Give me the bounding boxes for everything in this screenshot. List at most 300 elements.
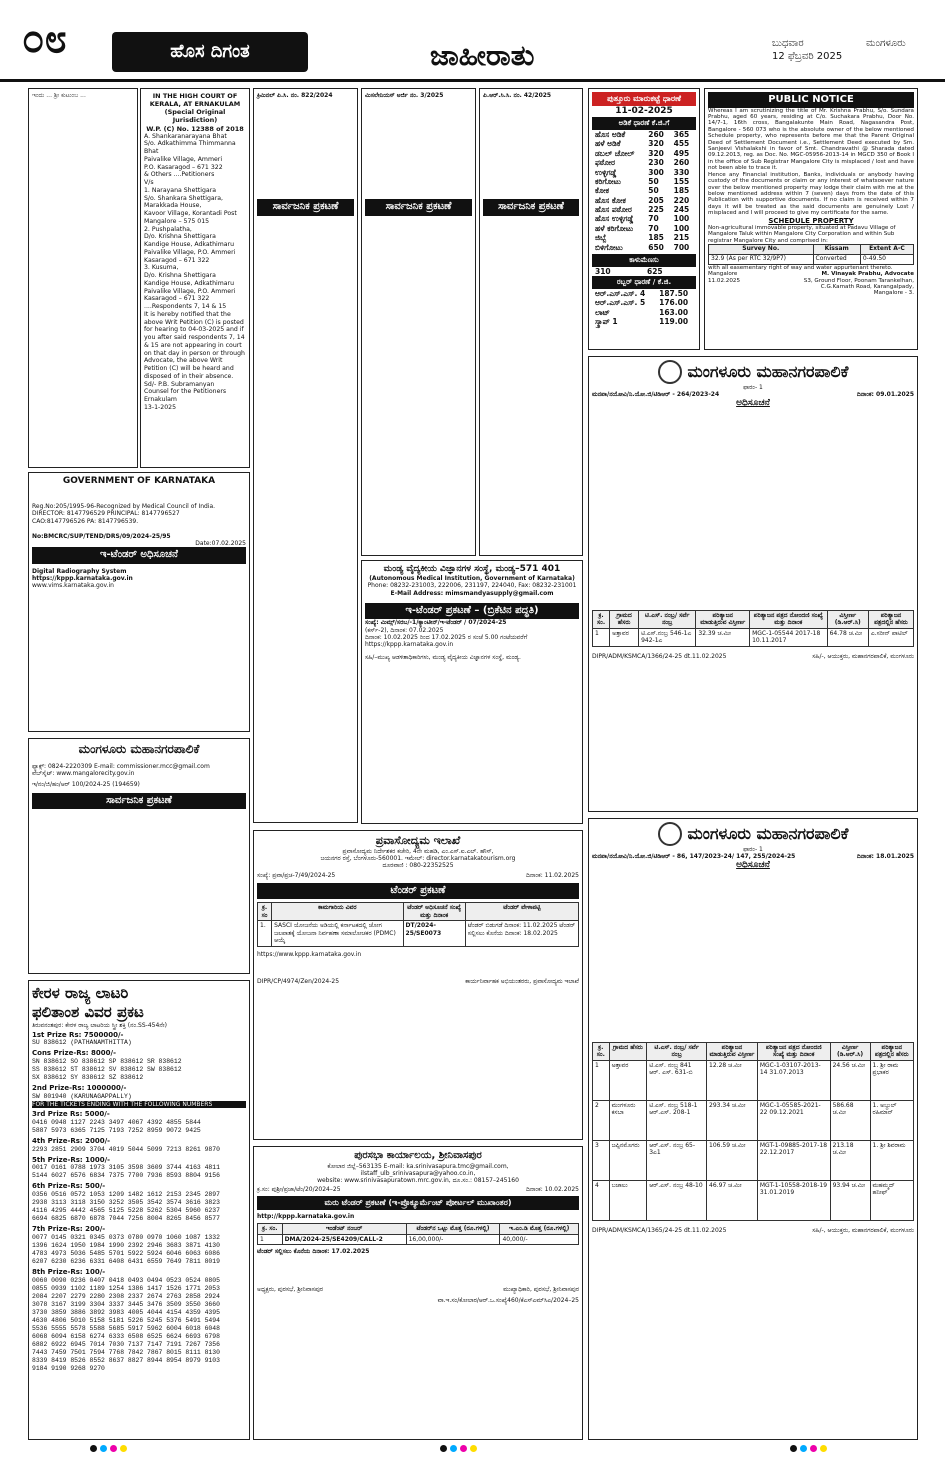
court-notice-3 [361,88,476,556]
court-notice-line: Mangalore – 575 015 [144,217,210,225]
mandya-ref: ಸಂಖ್ಯೆ: ಮಿಮ್ಸ್/ಸರಬ/-1/ಕ್ಯಾಂಟೀನ್/ಇ-ಟೆಂಡರ್ / 07/2024-25 [365,619,507,627]
mcc1-cell: ಟಿ.ಎಸ್.ನಂಬ್ರ 546-1ಎ 942-1ಎ [639,628,696,646]
mcc2-cell: ಜಪ್ಪಿನಮೊಗರು [609,1140,647,1180]
court-notice-line: Kandige House, Adkathimaru [144,279,235,287]
issue-date-text: 12 ಫೆಬ್ರವರಿ 2025 [772,50,843,62]
rate-item: ಉಳ್ಳಿಗಡ್ಡೆ [595,167,617,177]
table-row [592,177,696,186]
mcc2-sign: ಸಹಿ/-, ಆಯುಕ್ತರು, ಮಹಾನಗರಪಾಲಿಕೆ, ಮಂಗಳೂರು [812,1226,914,1234]
court-notice-line: Paivalike Village, Ammeri [144,155,223,163]
lottery-tier-title: 8th Prize-Rs: 100/- [32,1267,106,1276]
tourism-dept: ಪ್ರವಾಸೋದ್ಯಮ ಇಲಾಖೆ [375,834,461,847]
rate-item: ಹೊಸ ಪಠೋರ [595,205,632,214]
lottery-tier-title: 3rd Prize Rs: 5000/- [32,1110,110,1119]
court-notice-line: 2. Pushpalatha, [144,225,192,233]
tourism-addr2: ಜಯನಗರ ರಸ್ತೆ, ಬೆಂಗಳೂರು-560001. ಇಮೇಲ್: director.karnatakatourism.org [320,854,516,862]
tourism-foot-row [257,978,579,985]
rate-item: ಹೊಸ ಉಳ್ಳಿಗಡ್ಡೆ [595,214,634,224]
srinivaspura-col: ಕ್ರ. ಸಂ. [258,1224,283,1235]
rate-min: 225 [648,205,664,214]
tourism-cell: 1. [258,921,272,947]
lottery-row: 6068 6094 6158 6274 6333 6508 6525 6624 6693 6798 [32,1332,220,1340]
mcc1-cell: 1 [593,628,610,646]
section-title: ಜಾಹೀರಾತು [430,39,535,72]
public-notice-body2: Hence any Financial institution, Banks, individuals or anybody having custody of the documents or claim or any interest of whatsoever nature over the below mentioned property may lodge their claim with me at the below mentioned address within 7 (seven) days from the date of this Publication with supportive documents. If no claim is received within 7 days it will be treated as the said documents are genuinely Lost / misplaced and I will proceed to give my certificate for the same. [708,171,914,217]
table-row [709,254,914,264]
lottery-row: 2938 3113 3118 3150 3252 3505 3542 3574 3616 3823 [32,1199,220,1207]
lottery-row: 6694 6825 6870 6878 7044 7256 8004 8265 8456 8577 [32,1215,220,1223]
public-notice [704,88,918,350]
mcc1-form: ಫಾರಂ- 1 [743,384,763,391]
lottery-row: 0416 0948 1127 2243 3497 4067 4392 4855 5844 [32,1118,201,1126]
court-notice-line: Ernakulam [144,396,177,404]
lottery-row: 8339 8419 8526 8552 8637 8827 8944 8954 8979 9103 [32,1356,220,1364]
mcc-small-banner: ಸಾರ್ವಜನಿಕ ಪ್ರಕಟಣೆ [32,793,246,810]
mcc2-cell: 586.68 ಚ.ಮೀ [830,1100,870,1140]
schedule-header [709,244,914,254]
table-row [592,224,696,233]
srinivaspura-web[interactable]: website: www.srinivasapuratown.mrc.gov.in, ದೂ.ಸಂ.: 08157–245160 [317,1176,519,1184]
mcc1-col: ವಿಸ್ತೀರ್ಣ (ಡಿ.ಆರ್.ಸಿ) [827,610,868,628]
lottery-row: 2084 2207 2279 2280 2308 2337 2674 2763 2858 2924 [32,1292,220,1300]
rate-max: 495 [673,148,690,158]
bellary-date: Date:07.02.2025 [195,540,246,547]
table-row [592,196,696,205]
mcc1-col: ಗ್ರಾಮದ ಹೆಸರು [610,610,639,628]
table-row [592,214,696,223]
lottery-note: FOR THE TICKETS ENDING WITH THE FOLLOWING NUMBERS [32,1101,246,1108]
mcc2-cell: 93.94 ಚ.ಮೀ [830,1180,870,1220]
public-notice-sign-row [708,271,914,297]
lottery-row: 0060 0090 0236 0407 0418 0493 0494 0523 0524 0805 [32,1276,220,1284]
lottery-row: 0356 0516 0572 1053 1209 1482 1612 2153 2345 2897 [32,1191,220,1199]
srinivaspura-table-header [258,1224,579,1235]
court-notice-line: & Others ....Petitioners [144,171,215,179]
kerala-lottery [28,980,250,1440]
rubber-table [592,289,696,327]
lottery-row: 0017 0161 0788 1973 3105 3598 3609 3744 4163 4811 [32,1164,220,1172]
mcc1-cell: MGC-1-05544 2017-18 10.11.2017 [750,628,828,646]
tourism-cell: SASCI ಯೋಜನೆಯ ಅಡಿಯಲ್ಲಿ ಕರ್ನಾಟಕದಲ್ಲಿ ಜೋಗ ಜಲಪಾತಕ್ಕೆ ಯೋಜನಾ ನಿರ್ವಹಣಾ ಸಮಾಲೋಚಕರ (PDMC) ಆಯ್ಕೆ [272,921,403,947]
public-notice-place-date [708,271,740,297]
srinivaspura-ref: ಕ್ರ.ಸಂ: ಪುಶ್ರೀ/ಪ್ರಜಾ/ಟೆಂ/20/2024–25 [257,1186,341,1194]
mcc2-cell: ಟಿ.ಎಸ್. ನಂಬ್ರ 518-1 ಆರ್.ಎಸ್. 208-1 [647,1100,707,1140]
srinivaspura-ref-row [257,1186,579,1193]
mcc-notification-2 [588,818,918,1440]
rate-max: 330 [673,167,690,177]
schedule-cell: 0-49.50 [860,254,913,264]
court-notice-line: ....Respondents 7, 14 & 15 [144,303,227,311]
lottery-row: 5536 5555 5578 5588 5685 5917 5962 6004 6018 6048 [32,1324,220,1332]
tourism-col: ಕಾಮಗಾರಿಯ ವಿವರ [272,903,403,921]
public-notice-addr: S3, Ground Floor, Poonam Tarankelhan, C.G.Kamath Road, Karangalpady, Mangalore - 3. [803,277,914,297]
page-header [0,0,945,82]
rubber-item: ಸ್ಕ್ರಾಪ್ 1 [595,316,618,326]
mcc2-table [592,1042,914,1221]
mcc2-col: ಪರಿತ್ಯಾಜನ ಮಾಡುತ್ತಿರುವ ವಿಸ್ತೀರ್ಣ [707,1042,758,1060]
lottery-draw: ತಿರುವನಂತಪುರ: ಕೇರಳ ರಾಜ್ಯ ಲಾಟರಿಯ ಸ್ತ್ರೀ ಶಕ್ತಿ (ನಂ.SS-454ನೇ) [32,1021,167,1029]
rate-max: 100 [673,214,690,224]
court-notice-line: Kandige House, Adkathimaru [144,241,235,249]
court-2-banner: ಸಾರ್ವಜನಿಕ ಪ್ರಕಟಣೆ [257,199,354,216]
mcc1-table-header [593,610,914,628]
srinivaspura-cell: 16,00,000/- [406,1234,500,1245]
mcc2-cell: 106.59 ಚ.ಮೀ [707,1140,758,1180]
court-notice-line: P.O. Kasaragod – 671 322 [144,163,223,171]
rate-item: ಫಠೋರ [595,158,615,168]
market-title: ಪುತ್ತೂರು ಮಾರುಕಟ್ಟೆ ಧಾರಣೆ [592,92,696,106]
masthead-logo: ಹೊಸ ದಿಗಂತ [112,32,308,72]
schedule-col: Kissam [813,244,860,254]
court-notice-line: 13-1-2025 [144,403,177,411]
rubber-rate: 163.00 [659,307,689,317]
bellary-ref: No:BMCRC/SUP/TEND/DRS/09/2024-25/95 [32,532,171,540]
lottery-tier-title: 7th Prize-Rs: 200/- [32,1225,106,1234]
court-notice-line: Counsel for the Petitioners [144,388,227,396]
table-row [593,1140,914,1180]
table-row [592,186,696,195]
court-notice-line: D/o. Krishna Shettigara [144,272,216,280]
table-row [258,1234,579,1245]
mcc2-cell: MGT-1-09885-2017-18 22.12.2017 [757,1140,830,1180]
rubber-rate: 187.50 [659,288,689,298]
table-row [592,298,696,307]
bellary-item: Digital Radiography System [32,567,127,575]
tourism-phone: ದೂರವಾಣಿ : 080-22352525 [382,862,454,870]
mcc1-table [592,610,914,647]
issue-date [772,38,842,63]
rate-min: 320 [648,148,664,158]
table-row [592,308,696,317]
rubber-rate: 176.00 [659,298,689,308]
rubber-item: ಆರ್.ಎಸ್.ಎಸ್. 4 [595,288,646,298]
tourism-cell: ಟೆಂಡರ್ ಬಿಡುಗಡೆ ದಿನಾಂಕ: 11.02.2025 ಟೆಂಡರ್ ಸಲ್ಲಿಸಲು ಕೊನೆಯ ದಿನಾಂಕ: 18.02.2025 [465,921,578,947]
mcc1-name-text: ಮಂಗಳೂರು ಮಹಾನಗರಪಾಲಿಕೆ [687,362,849,381]
rubber-rate: 119.00 [659,316,689,326]
bellary-director: DIRECTOR: 8147796529 PRINCIPAL: 8147796527 [32,510,180,518]
lottery-tier-title: 6th Prize-Rs: 500/- [32,1182,106,1191]
mcc-small-name: ಮಂಗಳೂರು ಮಹಾನಗರಪಾಲಿಕೆ [78,742,200,756]
mcc1-col: ಕ್ರ. ಸಂ. [593,610,610,628]
mcc2-col: ಗ್ರಾಮದ ಹೆಸರು [609,1042,647,1060]
mcc2-heading: ಅಧಿಸೂಚನೆ [736,860,770,871]
schedule-col: Extent A-C [860,244,913,254]
mcc2-cell: MGC-1-03107-2013-14 31.07.2013 [757,1060,830,1100]
mcc1-col: ಪರಿತ್ಯಾಜನ ಮಾಡುತ್ತಿರುವ ವಿಸ್ತೀರ್ಣ [696,610,750,628]
mcc2-name [592,822,914,846]
public-notice-sign: M. Vinayak Prabhu, Advocate [821,271,914,278]
rate-item: ಹಳೆ ಕರಿಗೋಟು [595,223,634,233]
court-notice-line: V/s [144,179,154,187]
court-notice-line: Kasaragod – 671 322 [144,295,210,303]
rate-max: 215 [673,233,690,243]
rate-min: 50 [648,186,659,196]
tourism-table [257,902,579,947]
kali-table [592,267,696,276]
court-notice-line: D/o. Krishna Shettigara [144,233,216,241]
srinivaspura-deadline: ಟೆಂಡರ್ ಸಲ್ಲಿಸಲು ಕೊನೆಯ ದಿನಾಂಕ: 17.02.2025 [257,1248,370,1256]
public-notice-body: Whereas I am scrutinizing the title of Mr. Krishna Prabhu, S/o. Sundara Prabhu, aged 60 years, residing at C/o. Suchakara Prabhu, Door No. 14/7-1, 16th cross, Bangalakunte Main Road, Nagasandra Post, Bangalore - 560 073 who is the absolute owner of the below mentioned Schedule property, who represents before me that the Parent Original Deed of Settlement Document i.e., Settlement Deed executed by Sm. Sanjeevi Vishalakshi in favor of Smt. Chandravathi @ Sharada dated 09.12.2013, reg. as Doc. No. MGC-05956-2013-14 in MGCD 350 of Book I in the office of Sub Registrar Mangalore City is misplaced / lost and have not been able to trace it. [708,107,914,172]
first-prize-number: SU 838612 (PATHANAMTHITTA) [32,1039,132,1047]
mcc-emblem-icon [658,360,682,384]
mcc2-col: ಪರಿತ್ಯಾಜನ ಪತ್ರದಲ್ಲಿನ ಹೆಸರು [870,1042,913,1060]
mcc1-heading: ಅಧಿಸೂಚನೆ [736,398,770,409]
mcc2-cell: 1. ಶ್ರೀ ರಾಮ ಪ್ರಭಾಕರ [870,1060,913,1100]
mcc2-cell: 2 [593,1100,610,1140]
bellary-tender [28,472,250,732]
mcc1-cell: ಎ.ಸರೀನ್ ಪಾಟಿಲ್ [868,628,913,646]
tourism-col: ಕ್ರ. ಸಂ [258,903,272,921]
lottery-row: 6207 6230 6236 6331 6408 6431 6559 7649 7811 8019 [32,1257,220,1265]
court-notice-line: Kasaragod – 671 322 [144,256,210,264]
table-row [592,317,696,326]
tourism-col: ಟೆಂಡರ್ ವೇಳಾಪಟ್ಟಿ [465,903,578,921]
srinivaspura-col: ಇ.ಎಂ.ಡಿ ಮೊತ್ತ (ರೂ.ಗಳಲ್ಲಿ) [500,1224,579,1235]
lottery-title: ಕೇರಳ ರಾಜ್ಯ ಲಾಟರಿ [32,984,129,1002]
lottery-row: 7443 7459 7501 7594 7768 7842 7867 8015 8111 8130 [32,1348,220,1356]
court-notice-line: 1. Narayana Shettigara [144,186,217,194]
srinivaspura-sign-row [257,1286,579,1293]
mcc2-cell: ಅತ್ತಾವರ [609,1060,647,1100]
table-row [592,205,696,214]
mandya-tender [361,560,583,824]
rate-min: 260 [648,130,664,139]
table-row [593,1100,914,1140]
court-notice-line: Sd/- P.B. Subramanyan [144,380,215,388]
rate-max: 455 [673,139,690,149]
mcc2-cell: 293.34 ಚ.ಮೀ [707,1100,758,1140]
mandya-email: E-Mail Address: mimsmandyasupply@gmail.com [390,589,554,597]
kali-label: ಕಾಳುಮೆಣಸು [592,254,696,267]
second-prize-number: SW 801940 (KARUNAGAPPALLY) [32,1092,132,1100]
table-row [592,149,696,158]
lottery-row: 5144 6027 6576 6834 7375 7700 7936 8593 8804 9156 [32,1172,220,1180]
rate-max: 245 [673,205,690,214]
kali-max: 625 [647,266,663,276]
rate-item: ಹೊಸ ಕೋಕ [595,195,626,205]
schedule-col: Survey No. [709,244,814,254]
rubber-item: ಆರ್.ಎಸ್.ಎಸ್. 5 [595,298,646,308]
court-notice-2 [253,88,358,823]
rate-max: 700 [673,242,690,252]
mcc2-table-header [593,1042,914,1060]
mcc2-cell: 46.97 ಚ.ಮೀ [707,1180,758,1220]
mcc2-name-text: ಮಂಗಳೂರು ಮಹಾನಗರಪಾಲಿಕೆ [687,824,849,843]
mcc2-cell: MGC-1-05585-2021-22 09.12.2021 [757,1100,830,1140]
mandya-url[interactable]: https://kppp.karnataka.gov.in [365,640,454,648]
tourism-banner: ಟೆಂಡರ್ ಪ್ರಕಟಣೆ [257,883,579,900]
mcc2-cell: ಮಂಗಳೂರು ಕಸಬಾ [609,1100,647,1140]
table-row [593,1180,914,1220]
mcc2-ref: ಮನಪಾ/ನಯೋವಿ/ನಿ.ಯೋ.ಜಿ/ಟಿಡಿಆರ್ - 86, 147/2023-24/ 147, 255/2024-25 [592,853,796,861]
mcc2-cell: 12.28 ಚ.ಮೀ [707,1060,758,1100]
table-row [258,921,579,947]
tourism-ref-row [257,872,579,879]
rate-min: 70 [648,214,659,224]
mcc1-cell: 64.78 ಚ.ಮೀ [827,628,868,646]
srinivaspura-tender [253,1146,583,1440]
market-subtitle: ಅಡಿಕೆ ಧಾರಣೆ ಕೆ.ಜಿ.ಗೆ [592,117,696,130]
mcc2-col: ವಿಸ್ತೀರ್ಣ (ಡಿ.ಆರ್.ಸಿ) [830,1042,870,1060]
lottery-row: 9184 9190 9268 9270 [32,1364,105,1372]
rate-max: 155 [673,176,690,186]
court-notice-line: A. Shankaranarayana Bhat [144,132,227,140]
table-row [592,243,696,252]
mcc2-col: ಕ್ರ. ಸಂ. [593,1042,610,1060]
lottery-tier-title: 4th Prize-Rs: 2000/- [32,1136,111,1145]
schedule-desc: Non-agricultural immovable property, situated at Padavu Village of Mangalore Taluk within Mangalore City Corporation and within Sub registrar Mangalore City and comprised in: [708,224,896,244]
mcc2-foot-row [592,1227,914,1234]
mandya-phone: Phone: 08232-231003, 222006, 231197, 224040, Fax: 08232-231001 [367,582,577,590]
mcc2-cell: ಮಹಮ್ಮದ್ ಹನೀಫ್ [870,1180,913,1220]
cons-prize-rows [32,1058,246,1082]
court-2-ref: ಕ್ರಿಮಿನಲ್ ಪಿ.ಸಿ. ನಂ. 822/2024 [257,92,333,99]
court-notice-line: It is hereby notified that the above Writ Petition (C) is posted for hearing to 04-03-2025 and if you after said respondents 7, 14 & 15 are not appearing in court on that day in person or through Advocate, the above Writ Petition (C) will be heard and disposed of in their absence. [144,310,245,380]
rubber-label: ರಬ್ಬರ್ ಧಾರಣೆ / ಕೆ.ಜಿ. [592,276,696,289]
mandya-sign: ಸಹಿ/–ಮುಖ್ಯ ಆಡಳಿತಾಧಿಕಾರಿಗಳು, ಮಂಡ್ಯ ವೈದ್ಯಕೀಯ ವಿಜ್ಞಾನಗಳ ಸಂಸ್ಥೆ, ಮಂಡ್ಯ. [365,654,521,662]
srinivaspura-url[interactable]: http://kppp.karnataka.gov.in [257,1213,355,1221]
table-row [592,158,696,167]
court-3-ref: ಮಿಸಲೇನಿಯಸ್ ಅರ್ಜಿ ನಂ. 3/2025 [365,92,444,99]
mcc1-col: ಪರಿತ್ಯಾಜನ ಪತ್ರದಲ್ಲಿನ ಹೆಸರು [868,610,913,628]
lottery-row: 3730 3859 3886 3892 3983 4005 4044 4154 4359 4395 [32,1308,220,1316]
table-row [592,267,696,276]
tourism-url[interactable]: https://www.kppp.karnataka.gov.in [257,950,362,958]
lottery-row: 4630 4806 5010 5158 5181 5226 5245 5376 5491 5494 [32,1316,220,1324]
edition-city: ಮಂಗಳೂರು [866,38,906,49]
court-notice-line: 3. Kusuma, [144,264,179,272]
mcc2-col: ಟಿ.ಎಸ್. ನಂಬ್ರ/ ಸರ್ವೆ ನಂಬ್ರ [647,1042,707,1060]
srinivaspura-addr: ಕೋಲಾರ ಜಿಲ್ಲೆ–563135 E-mail: ka.srinivasapura.tmc@gmail.com, [327,1162,509,1170]
srinivaspura-name: ಪುರಸಭಾ ಕಾರ್ಯಾಲಯ, ಶ್ರೀನಿವಾಸಪುರ [354,1150,482,1161]
mcc2-date: ದಿನಾಂಕ: 18.01.2025 [856,853,914,861]
table-row [592,168,696,177]
rate-max: 100 [673,223,690,233]
tourism-tender [253,830,583,1140]
obituary-notice [28,88,138,468]
bellary-cao: CAO:8147796526 PA: 8147796539. [32,517,139,525]
market-date: 11-02-2025 [615,106,673,116]
court-3-banner: ಸಾರ್ವಜನಿಕ ಪ್ರಕಟಣೆ [365,199,472,216]
rate-item: ಜಿಬ್ಬೆ [595,233,607,243]
public-notice-date: 11.02.2025 [708,277,741,284]
mcc-emblem-icon [658,822,682,846]
lottery-row: 3078 3167 3199 3304 3337 3445 3476 3509 3550 3660 [32,1300,220,1308]
rate-item: ಹೊಸ ಅಡಿಕೆ [595,130,626,139]
srinivaspura-cell: 1 [258,1234,283,1245]
srinivaspura-col: ಇಂಡೆಂಟ್ ನಂಬರ್ [282,1224,406,1235]
schedule-tail: with all easementary right of way and water appurtenant thereto. [708,264,893,271]
lottery-row: 2293 2851 2909 3704 4019 5044 5099 7213 8261 9870 [32,1145,220,1153]
mcc1-sign: ಸಹಿ/-, ಆಯುಕ್ತರು, ಮಹಾನಗರಪಾಲಿಕೆ, ಮಂಗಳೂರು [812,652,914,660]
registration-marks-right [790,1445,850,1453]
table-row [592,130,696,139]
schedule-table [708,244,914,265]
srinivaspura-foot: ವಾ.ಇ.ಸಂ/ಕೋಲಾರ/ಆರ್.ಒ.ಸಂಖ್ಯೆ460/ಕೆಎಸ್‌ಎಮ್‌ಸಿಎ/2024–25 [437,1296,579,1304]
mcc-notice-small [28,738,250,974]
mcc2-body [592,872,914,1042]
rate-max: 185 [673,186,690,196]
mcc-small-web[interactable]: ವೆಬ್‌ಸೈಟ್: www.mangalorecity.gov.in [32,770,135,778]
mcc2-cell: 1. ಅಬ್ದುಲ್ ರಹಿಮಾನ್ [870,1100,913,1140]
court-notice-line: W.P. (C) No. 12388 of 2018 [146,124,244,133]
srinivaspura-cell: DMA/2024-25/SE4209/CALL-2 [282,1234,406,1245]
bellary-banner: ಇ-ಟೆಂಡರ್ ಅಧಿಸೂಚನೆ [32,547,246,564]
mcc2-table-body [593,1060,914,1220]
court-notice [140,88,250,468]
lottery-row: SS 838612 ST 838612 SV 838612 SW 838612 [32,1066,182,1074]
srinivaspura-table [257,1223,579,1245]
mcc-small-phone: ಫ್ಯಾಕ್ಸ್: 0824-2220309 E-mail: commissioner.mcc@gmail.com [32,763,210,770]
bellary-url2[interactable]: www.vims.karnataka.gov.in [32,582,114,590]
rate-item: ಬಿಳಿಗೋಟು [595,242,623,252]
srinivaspura-email2: ilstaff_ulb_srinivasapura@yahoo.co.in, [360,1169,476,1177]
mcc2-cell: ಆರ್.ಎಸ್. ನಂಬ್ರ 65-3ಎ1 [647,1140,707,1180]
court-notice-lines [144,92,246,412]
bellary-url[interactable]: https://kppp.karnataka.gov.in [32,574,133,582]
rate-min: 50 [648,176,659,186]
lottery-row: 0077 0145 0321 0345 0373 0780 0970 1060 1087 1332 [32,1233,220,1241]
schedule-cell: Converted [813,254,860,264]
mcc2-cell: 1. ಶ್ರೀ ಶಿವರಾಮ [870,1140,913,1180]
tourism-addr: ಪ್ರವಾಸೋದ್ಯಮ ನಿರ್ದೇಶಕರ ಕಚೇರಿ, 4ನೇ ಮಹಡಿ, ಎಂ.ಎಸ್.ಐ.ಎಲ್. ಹೌಸ್, [342,847,494,855]
lottery-tier-title: 5th Prize-Rs: 1000/- [32,1155,111,1164]
obituary-text: ಇಂದು ... ಶ್ರೀ ಕುಟುಂಬ ... [32,92,86,99]
mcc1-name [592,360,914,384]
rates-table [592,130,696,252]
mcc2-cell: MGT-1-10558-2018-19 31.01.2019 [757,1180,830,1220]
lottery-row: 1396 1624 1950 1984 1990 2392 2946 3683 3871 4130 [32,1241,220,1249]
mcc1-col: ಟಿ.ಎಸ್. ನಂಬ್ರ/ ಸರ್ವೆ ನಂಬ್ರ [639,610,696,628]
mcc1-date: ದಿನಾಂಕ: 09.01.2025 [856,391,914,399]
mcc2-foot: DIPR/ADM/KSMCA/1365/24-25 dt.11.02.2025 [592,1226,727,1234]
mcc1-ref: ಮನಪಾ/ನಯೋವಿ/ನಿ.ಯೋ.ಜಿ/ಟಿಡಿಆರ್ - 264/2023-24 [592,391,720,399]
srinivaspura-cell: 40,000/- [500,1234,579,1245]
rate-min: 650 [648,242,664,252]
lottery-row: 6882 6922 6945 7014 7030 7137 7147 7191 7267 7356 [32,1340,220,1348]
rate-min: 320 [648,139,664,149]
rate-min: 205 [648,195,664,205]
tourism-foot: DIPR/CP/4974/Zen/2024-25 [257,977,340,985]
mcc-notification-1 [588,356,918,812]
court-notice-line: IN THE HIGH COURT OF KERALA, AT ERNAKULAM [149,92,241,109]
court-notice-line: (Special Original Jurisdiction) [164,108,226,125]
srinivaspura-banner: ಮರು ಟೆಂಡರ್ ಪ್ರಕಟಣೆ (ಇ-ಪ್ರೊಕ್ಯೂರ್ಮೆಂಟ್ ಪೋರ್ಟಲ್ ಮುಖಾಂತರ) [257,1196,579,1210]
court-notice-4 [479,88,583,556]
table-row [593,628,914,646]
mcc2-cell: 3 [593,1140,610,1180]
mcc1-body [592,410,914,610]
rate-min: 300 [648,167,664,177]
court-notice-line: S/o. Adkathimma Thimmanna Bhat [144,140,236,156]
mcc2-cell: 4 [593,1180,610,1220]
tourism-cell: DT/2024-25/SE0073 [403,921,465,947]
mcc2-cell: ಆರ್.ಎಸ್. ನಂಬ್ರ 48-10 [647,1180,707,1220]
second-prize: 2nd Prize-Rs: 1000000/- [32,1084,127,1093]
rate-max: 260 [673,158,690,168]
mandya-banner: ಇ-ಟೆಂಡರ್ ಪ್ರಕಟಣೆ – (ಬ್ರಿಕೆಟಿನ ಪದ್ಧತಿ) [365,603,579,620]
mandya-body: ದಿನಾಂಕ: 10.02.2025 ರಿಂದ 17.02.2025 ರ ಸಂಜೆ 5.00 ಗಂಟೆಯವರೆಗೆ [365,633,528,641]
lottery-tiers [32,1110,246,1373]
mcc2-cell: 213.18 ಚ.ಮೀ [830,1140,870,1180]
schedule-cell: 32.9 (As per RTC 32/9P7) [709,254,814,264]
lottery-row: SN 838612 SO 838612 SP 838612 SR 838612 [32,1058,182,1066]
rate-item: ಕರಿಗೋಟು [595,176,621,186]
court-4-ref: ಪಿ.ಆರ್.ಸಿ.ಸಿ. ನಂ. 42/2025 [483,92,552,99]
mcc2-form: ಫಾರಂ- 1 [743,846,763,853]
srinivaspura-left-sign: ಅಧ್ಯಕ್ಷರು, ಪುರಸಭೆ, ಶ್ರೀನಿವಾಸಪುರ [257,1285,324,1293]
mcc1-cell: ಅತ್ತಾವರ [610,628,639,646]
